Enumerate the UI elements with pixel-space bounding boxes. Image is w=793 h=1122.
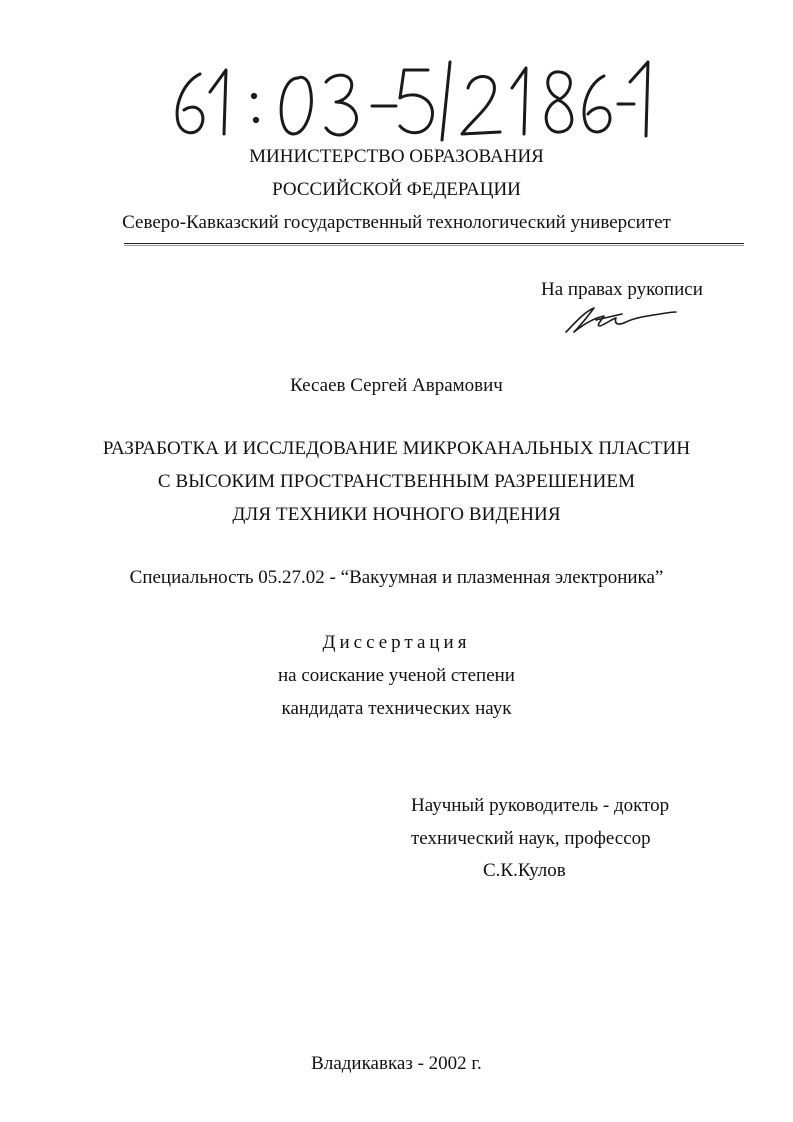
signature-icon xyxy=(560,302,680,336)
supervisor-line-1: Научный руководитель - доктор xyxy=(411,795,670,816)
header-divider-shadow xyxy=(124,245,744,246)
dissertation-title-line-2: С ВЫСОКИМ ПРОСТРАНСТВЕННЫМ РАЗРЕШЕНИЕМ xyxy=(157,471,636,492)
city-year: Владикавказ - 2002 г. xyxy=(311,1053,482,1074)
handwritten-catalog-number xyxy=(160,52,660,144)
header-divider xyxy=(124,243,744,244)
specialty: Специальность 05.27.02 - “Вакуумная и плазменная электроника” xyxy=(129,567,664,588)
university-name: Северо-Кавказский государственный технологический университет xyxy=(122,212,671,233)
manuscript-rights-note: На правах рукописи xyxy=(541,279,703,300)
author-name: Кесаев Сергей Аврамович xyxy=(290,375,503,396)
supervisor-name: С.К.Кулов xyxy=(483,860,566,881)
supervisor-line-2: технический наук, профессор xyxy=(411,828,651,849)
dissertation-title-line-3: ДЛЯ ТЕХНИКИ НОЧНОГО ВИДЕНИЯ xyxy=(232,504,561,525)
ministry-line-2: РОССИЙСКОЙ ФЕДЕРАЦИИ xyxy=(272,179,521,200)
degree-line-2: кандидата технических наук xyxy=(281,698,512,719)
ministry-line-1: МИНИСТЕРСТВО ОБРАЗОВАНИЯ xyxy=(249,146,544,167)
dissertation-title-line-1: РАЗРАБОТКА И ИССЛЕДОВАНИЕ МИКРОКАНАЛЬНЫХ ПЛАСТИН xyxy=(102,438,691,459)
degree-line-1: на соискание ученой степени xyxy=(278,665,515,686)
dissertation-label: Диссертация xyxy=(322,632,471,653)
